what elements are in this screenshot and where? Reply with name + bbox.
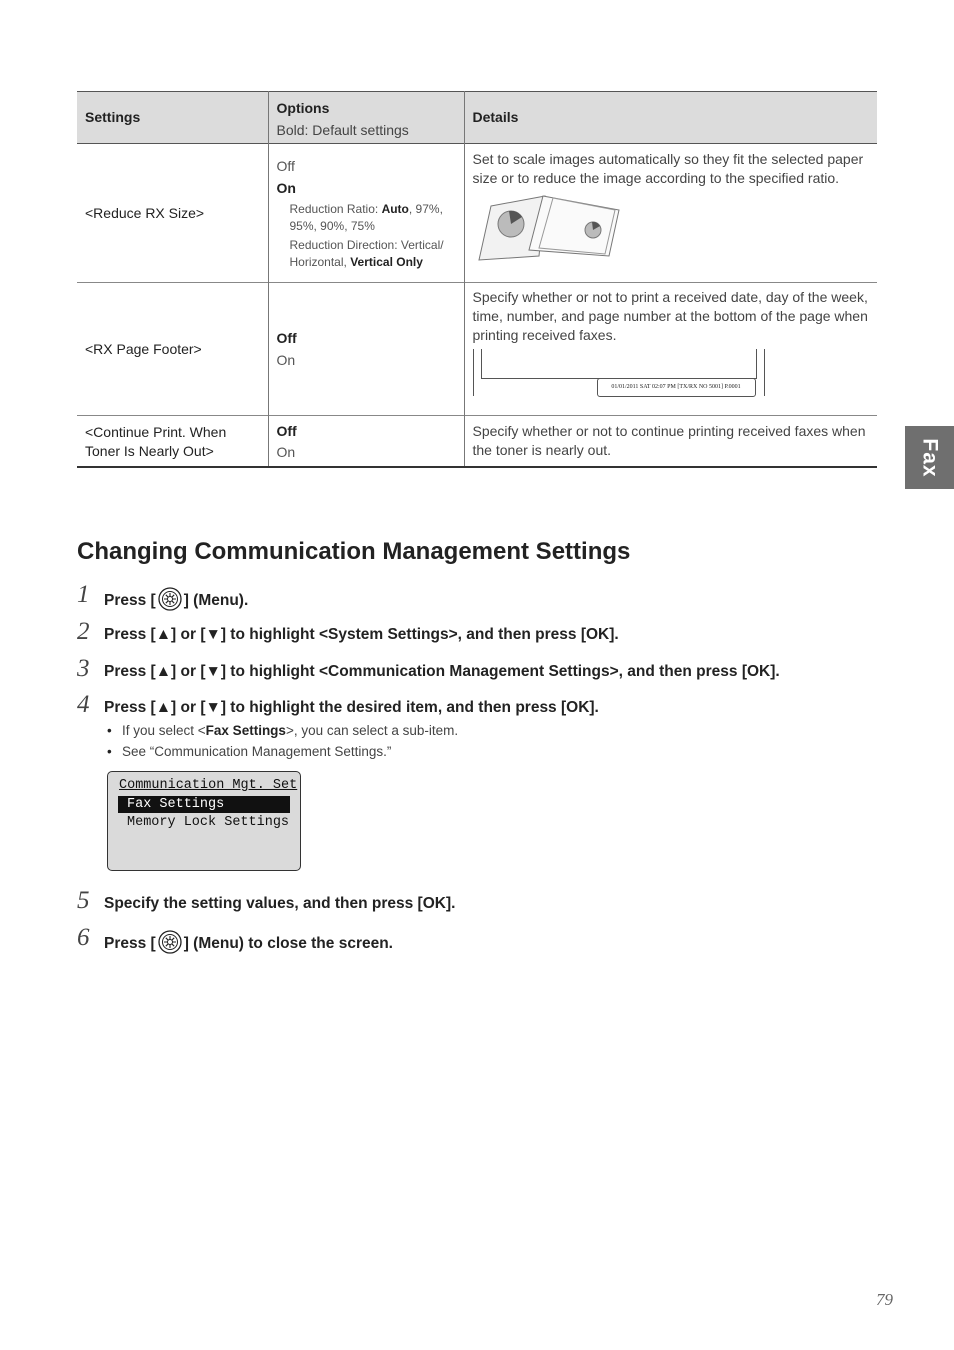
step-text: Press [ ] (Menu).	[104, 587, 248, 612]
lcd-display	[107, 771, 301, 871]
header-options: Options Bold: Default settings	[268, 92, 464, 144]
section-title: Changing Communication Management Settings	[77, 538, 631, 565]
step-number: 5	[77, 887, 90, 914]
step-text: Press [▲] or [▼] to highlight <System Settings>, and then press [OK].	[104, 626, 619, 643]
settings-table	[77, 91, 877, 468]
menu-button-icon	[158, 587, 182, 611]
options-continue-print	[268, 416, 464, 467]
step-text: Specify the setting values, and then press [OK].	[104, 895, 456, 912]
option-off: Off	[276, 329, 297, 346]
table-row	[77, 416, 877, 467]
list-item: • If you select <Fax Settings>, you can select a sub-item.	[107, 720, 458, 741]
table-row	[77, 283, 877, 416]
option-on: On	[276, 180, 296, 196]
detail-text: Specify whether or not to continue printing received faxes when the toner is nearly out.	[472, 423, 866, 458]
step-text: Press [▲] or [▼] to highlight the desired item, and then press [OK].	[104, 699, 599, 716]
chapter-tab-fax: Fax	[905, 426, 954, 489]
lcd-selected-item: Fax Settings	[118, 796, 290, 813]
option-off: Off	[276, 423, 297, 439]
reduce-size-illustration	[473, 194, 633, 266]
footer-sample: 01/01/2011 SAT 02:07 PM [TX/RX NO 5001] P.0001	[597, 378, 756, 397]
step-number: 3	[77, 655, 90, 682]
header-options-note: Bold: Default settings	[276, 122, 409, 138]
step-number: 1	[77, 581, 90, 608]
step-number: 6	[77, 924, 90, 951]
menu-button-icon	[158, 930, 182, 954]
header-settings: Settings	[85, 109, 141, 125]
detail-text: Specify whether or not to print a received date, day of the week, time, number, and page number at the bottom of the page when printing received faxes.	[472, 289, 868, 343]
page-inner-outline	[481, 349, 757, 379]
table-row	[77, 144, 877, 283]
options-rx-page-footer	[268, 283, 464, 416]
step-text: Press [▲] or [▼] to highlight <Communication Management Settings>, and then press [OK].	[104, 663, 780, 680]
list-item: • See “Communication Management Settings.”	[107, 741, 458, 762]
options-reduce-rx-size	[268, 144, 464, 283]
step-4-notes	[107, 720, 458, 762]
page-footer-illustration	[473, 349, 870, 401]
page-number: 79	[876, 1290, 893, 1309]
step-text: Press [ ] (Menu) to close the screen.	[104, 930, 393, 955]
step-number: 4	[77, 691, 90, 718]
setting-rx-page-footer: <RX Page Footer>	[85, 340, 202, 357]
setting-reduce-rx-size: <Reduce RX Size>	[85, 204, 205, 221]
sub-option-ratio: Reduction Ratio: Auto, 97%, 95%, 90%, 75%	[289, 202, 443, 233]
option-off: Off	[276, 158, 295, 174]
details-continue-print	[464, 416, 877, 467]
reduced-page-icon	[529, 196, 619, 256]
step-number: 2	[77, 618, 90, 645]
setting-continue-print: <Continue Print. When Toner Is Nearly Out>	[85, 423, 227, 459]
details-rx-page-footer	[464, 283, 877, 416]
option-on: On	[276, 444, 296, 460]
details-reduce-rx-size	[464, 144, 877, 283]
table-header-row	[77, 92, 877, 144]
detail-text: Set to scale images automatically so they fit the selected paper size or to reduce the image according to the specified ratio.	[472, 151, 864, 186]
header-details: Details	[464, 92, 877, 144]
lcd-title: Communication Mgt. Set	[119, 778, 298, 793]
lcd-menu-item: Memory Lock Settings	[127, 815, 290, 830]
option-on: On	[276, 351, 296, 368]
sub-option-direction: Reduction Direction: Vertical/ Horizontal, Vertical Only	[289, 238, 444, 269]
